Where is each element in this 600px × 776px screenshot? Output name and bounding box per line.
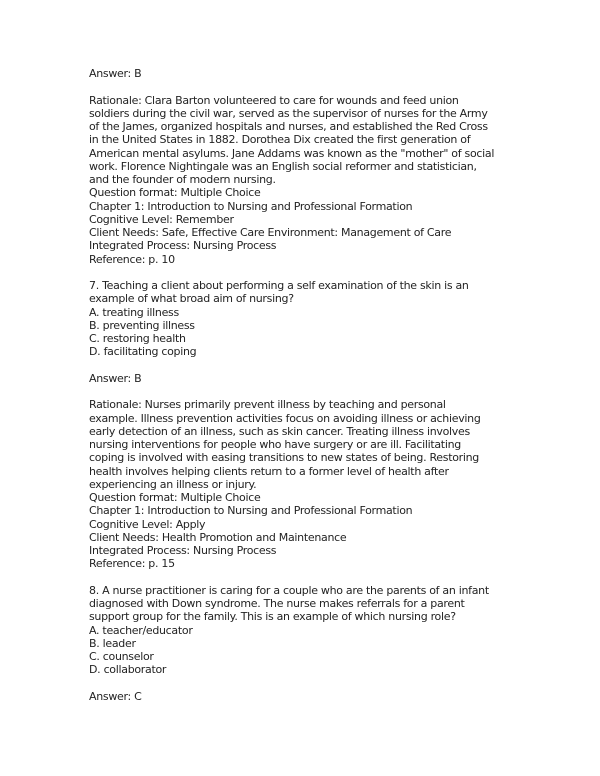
text-line: Answer: B [89, 67, 142, 80]
text-line: C. restoring health [89, 332, 186, 345]
text-line: 8. A nurse practitioner is caring for a couple who are the parents of an infant [89, 583, 489, 597]
text-line: A. teacher/educator [89, 623, 193, 637]
text-line: Client Needs: Safe, Effective Care Environment: Management of Care [89, 226, 452, 239]
text-line: in the United States in 1882. Dorothea Dix created the first generation of [89, 133, 471, 147]
question-stem-q7 [89, 279, 539, 306]
text-line: Chapter 1: Introduction to Nursing and Professional Formation [89, 199, 413, 213]
text-line: C. counselor [89, 650, 154, 663]
text-line: Rationale: Nurses primarily prevent illness by teaching and personal [89, 398, 446, 412]
options-q7 [89, 306, 539, 359]
text-line: experiencing an illness or injury. [89, 477, 257, 491]
answer-q8 [89, 690, 539, 703]
text-line: soldiers during the civil war, served as the supervisor of nurses for the Army [89, 106, 488, 120]
metadata-q7 [89, 491, 539, 571]
text-line: example. Illness prevention activities focus on avoiding illness or achieving [89, 411, 481, 425]
text-line: A. treating illness [89, 305, 179, 319]
text-line: Rationale: Clara Barton volunteered to care for wounds and feed union [89, 93, 459, 107]
text-line: Reference: p. 10 [89, 252, 175, 266]
rationale-q6 [89, 94, 539, 187]
text-line: B. leader [89, 636, 136, 650]
text-line: Cognitive Level: Apply [89, 517, 206, 531]
text-line: support group for the family. This is an example of which nursing role? [89, 610, 456, 624]
question-stem-q8 [89, 584, 539, 624]
rationale-q7 [89, 398, 539, 491]
text-line: coping is involved with easing transitions to new states of being. Restoring [89, 451, 479, 465]
text-line: D. collaborator [89, 663, 167, 677]
text-line: Cognitive Level: Remember [89, 212, 234, 226]
text-line: D. facilitating coping [89, 345, 197, 359]
text-line: Reference: p. 15 [89, 557, 175, 571]
options-q8 [89, 624, 539, 677]
text-line: Question format: Multiple Choice [89, 186, 261, 200]
document-body [89, 67, 539, 703]
text-line: nursing interventions for people who have surgery or are ill. Facilitating [89, 438, 461, 451]
text-line: Answer: B [89, 371, 142, 385]
text-line: of the James, organized hospitals and nurses, and established the Red Cross [89, 120, 488, 133]
text-line: Integrated Process: Nursing Process [89, 239, 277, 253]
text-line: Client Needs: Health Promotion and Maintenance [89, 530, 347, 544]
text-line: Integrated Process: Nursing Process [89, 544, 277, 557]
metadata-q6 [89, 186, 539, 266]
text-line: 7. Teaching a client about performing a self examination of the skin is an [89, 279, 469, 292]
text-line: health involves helping clients return to a former level of health after [89, 464, 449, 478]
answer-q7 [89, 372, 539, 385]
answer-q6 [89, 67, 539, 80]
text-line: and the founder of modern nursing. [89, 173, 276, 186]
text-line: Answer: C [89, 689, 142, 703]
text-line: work. Florence Nightingale was an English social reformer and statistician, [89, 159, 477, 173]
text-line: example of what broad aim of nursing? [89, 292, 294, 306]
text-line: diagnosed with Down syndrome. The nurse makes referrals for a parent [89, 597, 465, 610]
text-line: early detection of an illness, such as skin cancer. Treating illness involves [89, 424, 470, 438]
text-line: American mental asylums. Jane Addams was known as the "mother" of social [89, 146, 495, 160]
text-line: Chapter 1: Introduction to Nursing and Professional Formation [89, 504, 413, 518]
text-line: B. preventing illness [89, 318, 195, 332]
text-line: Question format: Multiple Choice [89, 491, 261, 504]
